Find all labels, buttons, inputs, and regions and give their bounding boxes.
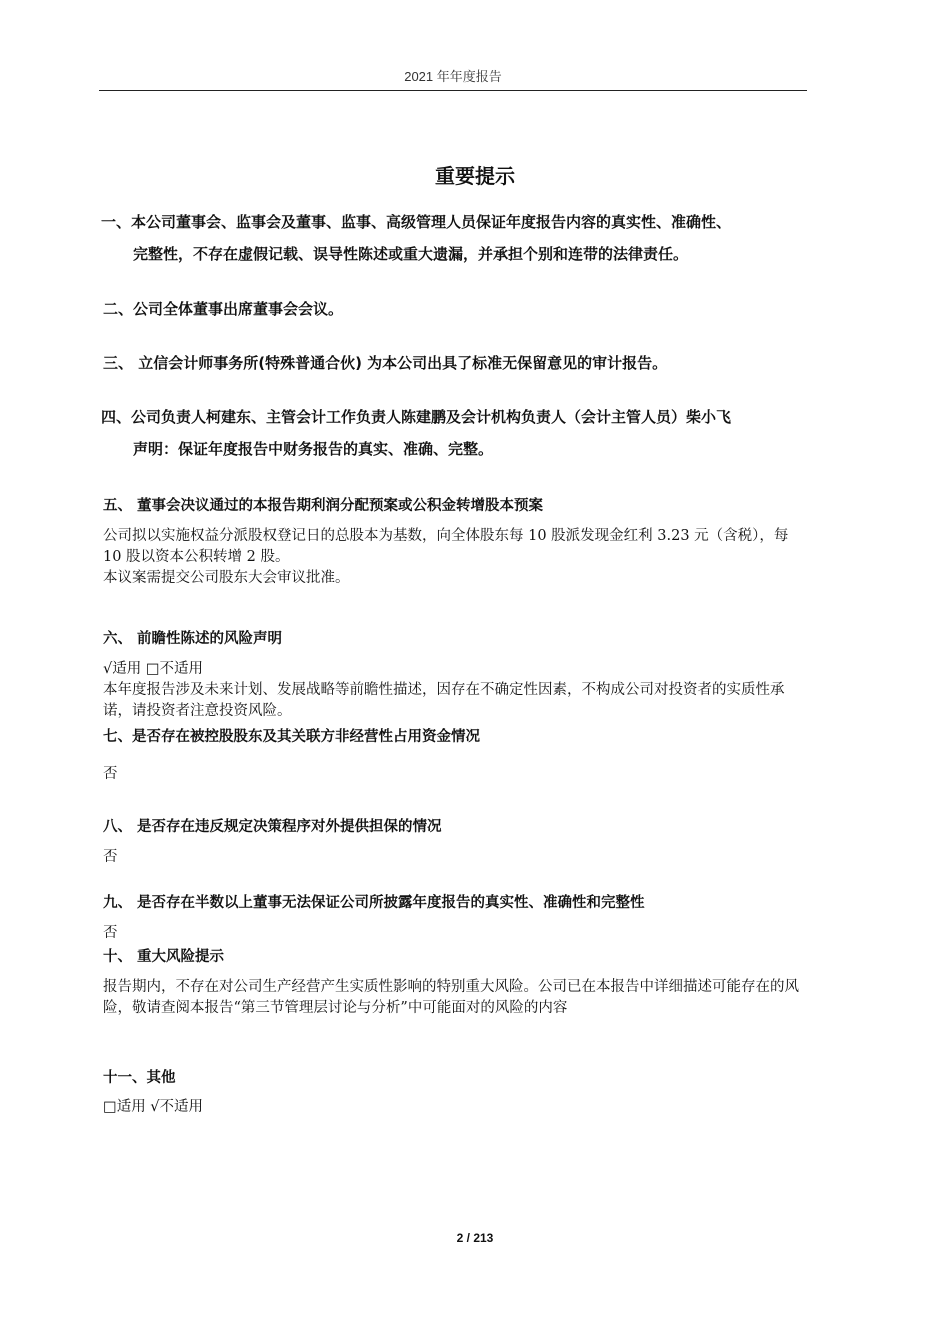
section-6-heading: 六、 前瞻性陈述的风险声明 [103,631,283,647]
page-header: 2021 年年度报告 [99,66,807,91]
section-11-heading: 十一、其他 [103,1070,176,1086]
section-1-line-1: 一、本公司董事会、监事会及董事、监事、高级管理人员保证年度报告内容的真实性、准确性、 [101,213,732,231]
section-5-proposal: 公司拟以实施权益分派股权登记日的总股本为基数，向全体股东每 10 股派发现金红利 3.23 元（含税），每 10 股以资本公积转增 2 股。 [103,528,789,565]
section-5-heading: 五、 董事会决议通过的本报告期利润分配预案或公积金转增股本预案 [103,498,544,514]
section-6-options: √适用 □不适用 [103,661,204,677]
section-1-line-2: 完整性，不存在虚假记载、误导性陈述或重大遗漏，并承担个别和连带的法律责任。 [133,245,689,263]
section-4 [103,401,809,465]
section-8-heading: 八、 是否存在违反规定决策程序对外提供担保的情况 [103,819,442,835]
section-8-answer: 否 [103,849,118,865]
section-2: 二、公司全体董事出席董事会会议。 [103,300,344,318]
section-10-body: 报告期内，不存在对公司生产经营产生实质性影响的特别重大风险。公司已在本报告中详细描述可能存在的风险，敬请查阅本报告“第三节管理层讨论与分析”中可能面对的风险的内容 [103,979,799,1016]
page-title: 重要提示 [435,164,515,188]
section-6-statement: 本年度报告涉及未来计划、发展战略等前瞻性描述，因存在不确定性因素，不构成公司对投资者的实质性承诺，请投资者注意投资风险。 [103,682,785,719]
section-7-heading: 七、是否存在被控股股东及其关联方非经营性占用资金情况 [103,729,480,745]
section-11-options: □适用 √不适用 [103,1099,204,1115]
section-5-body [103,526,809,589]
section-7-answer: 否 [103,766,118,782]
section-10-heading: 十、 重大风险提示 [103,949,225,965]
section-9-heading: 九、 是否存在半数以上董事无法保证公司所披露年度报告的真实性、准确性和完整性 [103,895,645,911]
section-5-approval: 本议案需提交公司股东大会审议批准。 [103,570,350,586]
section-6-body [103,659,809,722]
section-3: 三、 立信会计师事务所(特殊普通合伙) 为本公司出具了标准无保留意见的审计报告。 [103,354,668,372]
section-9-answer: 否 [103,925,118,941]
section-4-line-1: 四、公司负责人柯建东、主管会计工作负责人陈建鹏及会计机构负责人（会计主管人员）柴小飞 [101,408,732,426]
section-4-line-2: 声明：保证年度报告中财务报告的真实、准确、完整。 [133,440,494,458]
page-number: 2 / 213 [456,1231,494,1245]
section-1 [103,206,809,270]
